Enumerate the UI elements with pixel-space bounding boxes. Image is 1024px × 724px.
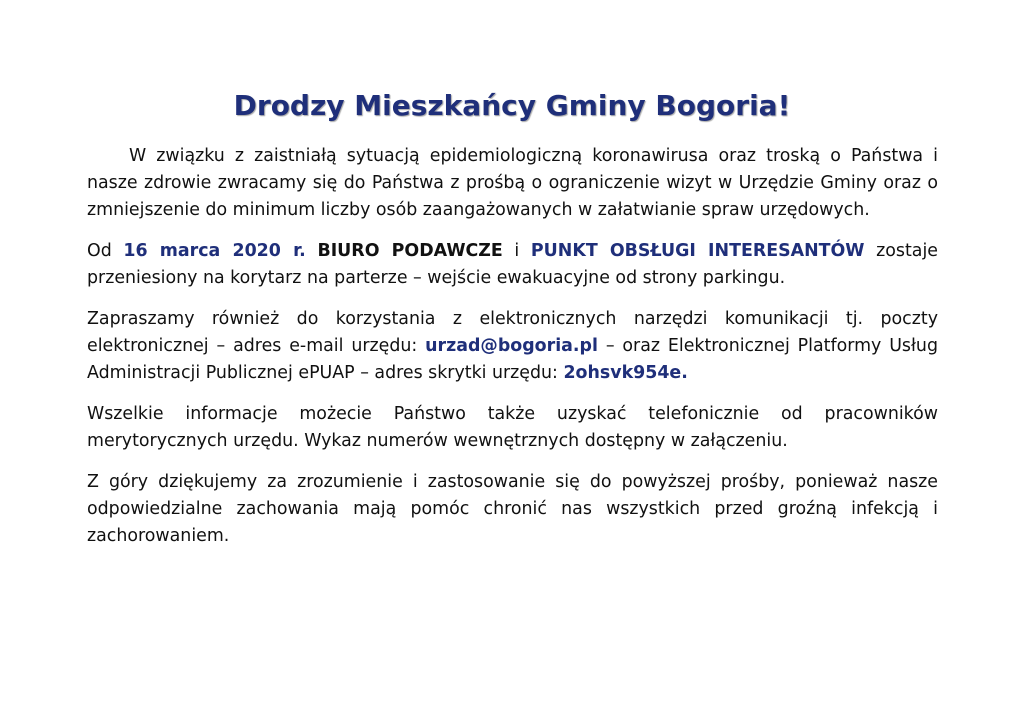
paragraph-relocation xyxy=(87,238,938,292)
office-name: BIURO PODAWCZE xyxy=(317,241,503,261)
paragraph-intro: W związku z zaistniałą sytuacją epidemiologiczną koronawirusa oraz troską o Państwa i nasze zdrowie zwracamy się do Państwa z prośbą o ograniczenie wizyt w Urzędzie Gminy oraz o zmniejszenie do minimum liczby osób zaangażowanych w załatwianie spraw urzędowych. xyxy=(87,146,938,220)
relocation-and: i xyxy=(502,241,531,261)
service-point-name: PUNKT OBSŁUGI INTERESANTÓW xyxy=(530,241,865,261)
page-title: Drodzy Mieszkańcy Gminy Bogoria! xyxy=(233,89,791,122)
paragraph-phone-info: Wszelkie informacje możecie Państwo także uzyskać telefonicznie od pracowników merytorycznych urzędu. Wykaz numerów wewnętrznych dostępny w załączeniu. xyxy=(87,404,938,451)
relocation-text-start: Od xyxy=(87,241,124,261)
contact-text-middle: – oraz Elektronicznej Platformy Usług Administracji Publicznej ePUAP – adres skrytki urzędu: xyxy=(87,336,938,383)
epuap-box-id: 2ohsvk954e. xyxy=(563,363,688,383)
announcement-body xyxy=(87,143,938,564)
office-email: urzad@bogoria.pl xyxy=(425,336,598,356)
relocation-space xyxy=(306,241,318,261)
paragraph-electronic-contact xyxy=(87,306,938,387)
contact-text-start: Zapraszamy również do korzystania z elektronicznych narzędzi komunikacji tj. poczty elektronicznej – adres e-mail urzędu: xyxy=(87,309,938,356)
relocation-text-end: zostaje przeniesiony na korytarz na parterze – wejście ewakuacyjne od strony parkingu. xyxy=(87,241,938,288)
paragraph-thanks: Z góry dziękujemy za zrozumienie i zastosowanie się do powyższej prośby, ponieważ nasze odpowiedzialne zachowania mają pomóc chronić nas wszystkich przed groźną infekcją i zachorowaniem. xyxy=(87,472,938,546)
relocation-date: 16 marca 2020 r. xyxy=(123,241,306,261)
